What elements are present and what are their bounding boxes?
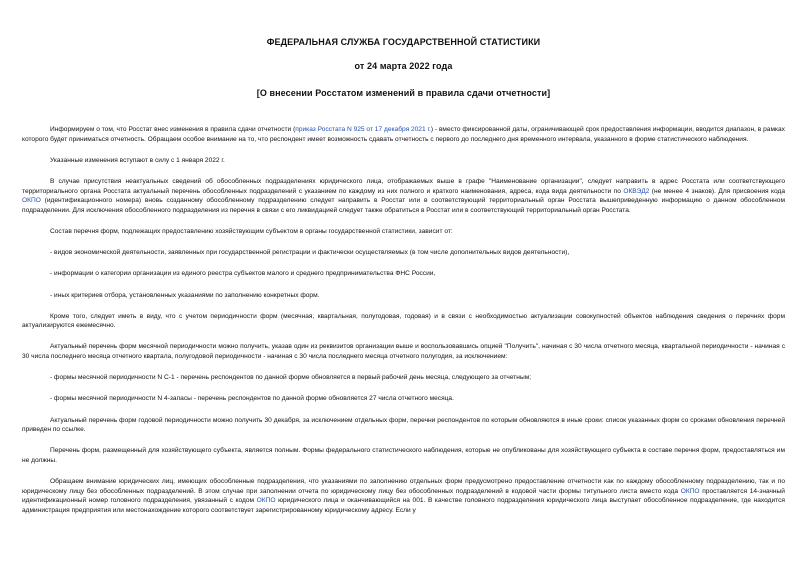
list-item: - формы месячной периодичности N С-1 - перечень респондентов по данной форме обновляется в первый рабочий день месяца, следующего за отчетным; (50, 374, 532, 382)
order-link[interactable]: приказ Росстата N 925 от 17 декабря 2021 г. (295, 126, 431, 133)
paragraph-text: (не менее 4 знаков). Для присвоения кода (649, 187, 786, 195)
paragraph-text: Информируем о том, что Росстат внес изменения в правила сдачи отчетности ( (50, 126, 296, 133)
agency-heading: ФЕДЕРАЛЬНАЯ СЛУЖБА ГОСУДАРСТВЕННОЙ СТАТИСТИКИ (266, 37, 541, 47)
paragraph-2: Указанные изменения вступают в силу с 1 января 2022 г. (50, 156, 225, 164)
okved2-link[interactable]: ОКВЭД2 (623, 187, 650, 195)
paragraph-1 (22, 125, 785, 144)
paragraph-text: проставляется 14-значный идентификационный номер головного подразделения, увязанный с кодом (22, 487, 785, 505)
paragraph-text: ) - вместо фиксированной даты, ограничивающей срок предоставления информации, вводится диапазон, в рамках которого будет приниматься отчетность. Обращаем особое внимание на то, что респондент имеет возможность сдавать отчетность с первого до последнего дня временного интервала, указанного в форме статистического наблюдения. (22, 126, 785, 143)
paragraph-text: юридического лица и оканчивающийся на 001. В качестве головного подразделения юридического лица выступает обособленное подразделение, где находится администрация предприятия или местонахождение которого соответствует зарегистрированному юридическому адресу. Если у (22, 497, 785, 514)
document-title: [О внесении Росстатом изменений в правила сдачи отчетности] (256, 88, 551, 98)
paragraph-12: Актуальный перечень форм годовой периодичности можно получить 30 декабря, за исключением отдельных форм, перечни респондентов по которым обновляются в иные сроки: список указанных форм со сроками обновления перечней приведен по ссылке. (22, 416, 785, 434)
paragraph-4: Состав перечня форм, подлежащих предоставлению хозяйствующим субъектом в органы государственной статистики, зависит от: (50, 227, 453, 235)
list-item: - иных критериев отбора, установленных указаниями по заполнению конкретных форм. (50, 291, 320, 299)
paragraph-14 (22, 477, 785, 515)
paragraph-13: Перечень форм, размещенный для хозяйствующего субъекта, является полным. Формы федерального статистического наблюдения, которые не опубликованы для хозяйствующего субъекта в составе перечня форм, предоставляться им не должны. (22, 447, 785, 464)
okpo-link[interactable]: ОКПО (256, 497, 276, 505)
list-item: - формы месячной периодичности N 4-запасы - перечень респондентов по данной форме обновляется 27 числа отчетного месяца. (50, 395, 454, 403)
paragraph-text: В случае присутствия неактуальных сведений об обособленных подразделениях юридического лица, отображаемых выше в графе "Наименование организации", следует направить в адрес Росстата или соответствующего территориального органа Росстата актуальный перечень обособленных подразделений с указанием по каждому из них полного и краткого наименования, адреса, кода вида деятельности по (22, 177, 785, 195)
paragraph-9: Актуальный перечень форм месячной периодичности можно получить, указав один из реквизитов организации выше и воспользовавшись опцией "Получить", начиная с 30 числа отчетного месяца, квартальной периодичности - начиная с 30 числа последнего месяца отчетного квартала, полугодовой периодичности - начиная с 30 числа последнего месяца отчетного полугодия, за исключением: (22, 343, 785, 361)
paragraph-8: Кроме того, следует иметь в виду, что с учетом периодичности форм (месячная, квартальная, полугодовая, годовая) и в связи с необходимостью актуализации совокупностей объектов наблюдения сведения о перечнях форм актуализируются ежемесячно. (22, 312, 785, 330)
paragraph-3 (22, 177, 785, 215)
okpo-link[interactable]: ОКПО (680, 487, 700, 495)
paragraph-text: (идентификационного номера) вновь созданному обособленному подразделению следует направить в Росстат или в соответствующий территориальный орган Росстата вышеприведенную информацию о данном обособленном подразделении. Для исключения обособленного подразделения из перечня в связи с его ликвидацией следует также обратиться в Росстат или в соответствующий территориальный орган Росстата. (22, 197, 785, 214)
document-date: от 24 марта 2022 года (354, 61, 453, 71)
paragraph-text: Обращаем внимание юридических лиц, имеющих обособленные подразделения, что указаниями по заполнению отдельных форм предусмотрено предоставление отчетности как по каждому обособленному подразделению, так и по юридическому лицу без обособленных подразделений. В этом случае при заполнении отчета по юридическому лицу без обособленных подразделений в кодовой части формы титульного листа вместо кода (22, 478, 785, 495)
okpo-link[interactable]: ОКПО (22, 197, 41, 205)
document-body (22, 125, 785, 516)
list-item: - информации о категории организации из единого реестра субъектов малого и среднего предпринимательства ФНС России, (50, 270, 436, 278)
list-item: - видов экономической деятельности, заявленных при государственной регистрации и фактически осуществляемых (в том числе дополнительных видов деятельности), (50, 249, 570, 257)
